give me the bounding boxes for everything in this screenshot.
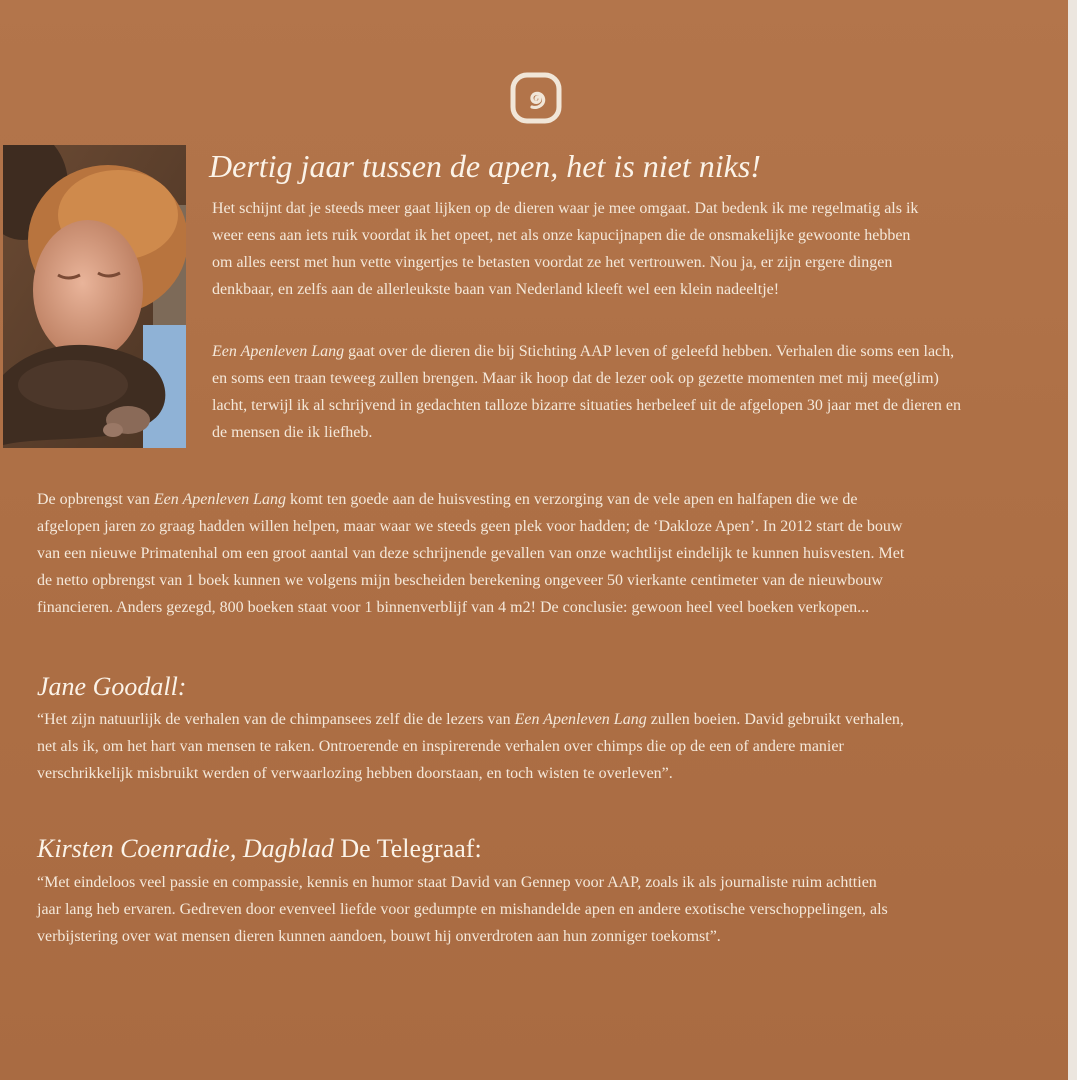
portrait-photo-icon (3, 145, 186, 448)
text-line: afgelopen jaren zo graag hadden willen helpen, maar waar we steeds geen plek voor hadden; de ‘Dakloze Apen’. In 2012 start de bouw (37, 518, 903, 535)
newspaper-name: De Telegraaf (340, 834, 475, 863)
text-line: de mensen die ik liefheb. (212, 424, 373, 441)
spiral-logo-icon (510, 72, 562, 124)
text-line (37, 706, 1047, 733)
quote-author-kirsten (37, 834, 482, 864)
author-name: Kirsten Coenradie, Dagblad (37, 834, 341, 863)
text-fragment: De opbrengst van (37, 491, 154, 508)
text-line: verbijstering over wat mensen dieren kunnen aandoen, bouwt hij onverdroten aan hun zonniger toekomst”. (37, 928, 721, 945)
book-title: Een Apenleven Lang (153, 491, 286, 508)
text-line (37, 486, 1047, 513)
text-fragment: gaat over de dieren die bij Stichting AAP leven of geleefd hebben. Verhalen die soms een lach, (344, 343, 955, 360)
text-fragment: “Het zijn natuurlijk de verhalen van de chimpansees zelf die de lezers van (37, 711, 515, 728)
author-colon: : (474, 834, 482, 863)
text-fragment: komt ten goede aan de huisvesting en verzorging van de vele apen en halfapen die we de (285, 491, 858, 508)
book-title: Een Apenleven Lang (212, 343, 345, 360)
text-line: financieren. Anders gezegd, 800 boeken staat voor 1 binnenverblijf van 4 m2! De conclusie: gewoon heel veel boeken verkopen... (37, 599, 870, 616)
intro-paragraph-1 (212, 195, 1052, 303)
text-line: om alles eerst met hun vette vingertjes te betasten voordat ze het vertrouwen. Nou ja, er zijn ergere dingen (212, 254, 893, 271)
text-line: Het schijnt dat je steeds meer gaat lijken op de dieren waar je mee omgaat. Dat bedenk ik me regelmatig als ik (212, 200, 919, 217)
text-line: verschrikkelijk misbruikt werden of verwaarlozing hebben doorstaan, en toch wisten te overleven”. (37, 765, 673, 782)
text-line: lacht, terwijl ik al schrijvend in gedachten talloze bizarre situaties herbeleef uit de afgelopen 30 jaar met de dieren en (212, 397, 962, 414)
intro-heading: Dertig jaar tussen de apen, het is niet niks! (209, 148, 761, 184)
text-fragment: zullen boeien. David gebruikt verhalen, (646, 711, 904, 728)
quote-kirsten (37, 869, 1047, 950)
text-line: en soms een traan teweeg zullen brengen. Maar ik hoop dat de lezer ook op gezette momenten met mij mee(glim) (212, 370, 939, 387)
author-photo (3, 145, 186, 448)
text-line: de netto opbrengst van 1 boek kunnen we volgens mijn bescheiden berekening ongeveer 50 vierkante centimeter van de nieuwbouw (37, 572, 883, 589)
text-line: denkbaar, en zelfs aan de allerleukste baan van Nederland kleeft wel een klein nadeeltje! (212, 281, 780, 298)
page-edge (1068, 0, 1077, 1080)
text-line: net als ik, om het hart van mensen te raken. Ontroerende en inspirerende verhalen over chimps die op de een of andere manier (37, 738, 844, 755)
text-line (212, 338, 1052, 365)
book-title: Een Apenleven Lang (514, 711, 647, 728)
text-line: “Met eindeloos veel passie en compassie, kennis en humor staat David van Gennep voor AAP, zoals ik als journaliste ruim achttien (37, 874, 877, 891)
proceeds-paragraph (37, 486, 1047, 621)
intro-paragraph-2 (212, 338, 1052, 446)
text-line: weer eens aan iets ruik voordat ik het opeet, net als onze kapucijnapen die de onsmakelijke gewoonte hebben (212, 227, 911, 244)
quote-author-jane: Jane Goodall: (37, 672, 187, 701)
quote-jane (37, 706, 1047, 787)
text-line: jaar lang heb ervaren. Gedreven door evenveel liefde voor gedumpte en mishandelde apen en andere exotische verschoppelingen, als (37, 901, 888, 918)
text-line: van een nieuwe Primatenhal om een groot aantal van deze schrijnende gevallen van onze wachtlijst eindelijk te kunnen huisvesten. Met (37, 545, 905, 562)
